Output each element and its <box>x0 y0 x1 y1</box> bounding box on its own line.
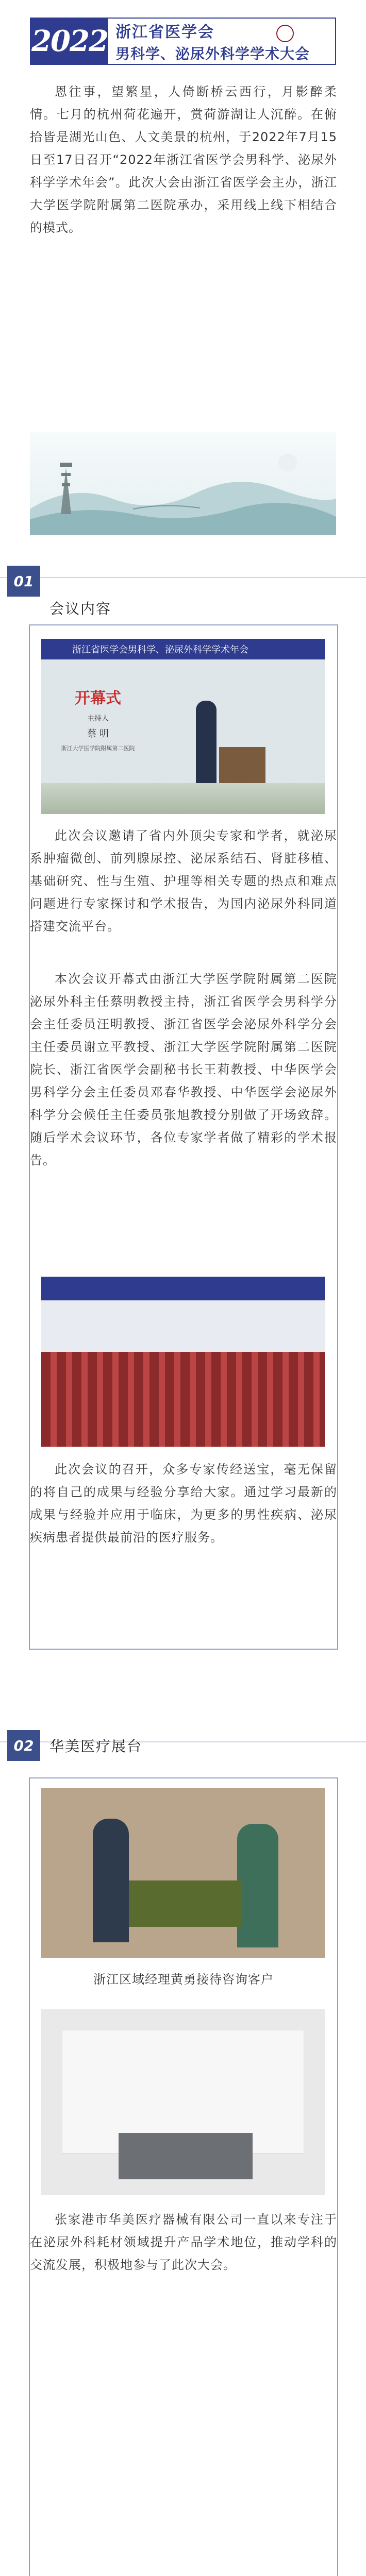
person-figure <box>93 1819 129 1942</box>
landscape-illustration <box>30 432 336 535</box>
banner-title-line1: 浙江省医学会 <box>115 23 214 41</box>
section-number-01: 01 <box>7 566 40 597</box>
banner-title <box>108 19 335 63</box>
booth-table <box>129 1880 242 1927</box>
banner-title-line2: 男科学、泌尿外科学学术大会 <box>115 45 310 62</box>
slide-host-name: 蔡 明 <box>87 728 109 739</box>
meeting-paragraph-3: 此次会议的召开，众多专家传经送宝，毫无保留的将自己的成果与经验分享给大家。通过学习最新的成果与经验并应用于临床，为更多的男性疾病、泌尿疾病患者提供最前沿的医疗服务。 <box>30 1462 337 1545</box>
slide-title: 开幕式 <box>75 689 121 707</box>
booth-counter <box>119 2133 253 2179</box>
conference-hall-photo <box>41 1277 325 1447</box>
booth-overview-photo <box>41 2009 325 2195</box>
banner-year: 2022 <box>31 19 108 64</box>
meeting-paragraph-1: 此次会议邀请了省内外顶尖专家和学者，就泌尿系肿瘤微创、前列腺尿控、泌尿系结石、肾脏移植、基础研究、性与生殖、护理等相关专题的热点和难点问题进行专家探讨和学术报告，为国内泌尿外科同道搭建交流平台。 <box>30 828 337 934</box>
association-logo-icon <box>276 25 294 42</box>
slide-host-org: 浙江大学医学院附属第二医院 <box>61 745 135 752</box>
header-banner <box>30 18 336 65</box>
section-title-meeting: 会议内容 <box>49 600 112 617</box>
audience-seats <box>41 1352 325 1447</box>
slide-banner: 浙江省医学会男科学、泌尿外科学学术年会 <box>41 639 325 659</box>
stage-screen <box>41 1300 325 1352</box>
slide-footer-landscape <box>41 783 325 814</box>
meeting-paragraph-2: 本次会议开幕式由浙江大学医学院附属第二医院泌尿外科主任蔡明教授主持，浙江省医学会男科学分会主任委员汪明教授、浙江省医学会泌尿外科学分会主任委员谢立平教授、浙江大学医学院附属第二医院院长、浙江省医学会副秘书长王莉教授、中华医学会男科学分会主任委员邓春华教授、中华医学会泌尿外科学分会候任主任委员张旭教授分别做了开场致辞。随后学术会议环节，各位专家学者做了精彩的学术报告。 <box>30 972 337 1167</box>
stage-banner <box>41 1277 325 1300</box>
booth-consultation-photo <box>41 1788 325 1958</box>
section-divider <box>0 577 366 578</box>
person-figure-2 <box>237 1824 278 1947</box>
ink-landscape-icon <box>30 432 336 535</box>
slide-host-label: 主持人 <box>87 715 109 723</box>
slide-host-block <box>57 685 139 752</box>
booth-paragraph: 张家港市华美医疗器械有限公司一直以来专注于在泌尿外科耗材领域提升产品学术地位，推动学科的交流发展，积极地参与了此次大会。 <box>30 2212 337 2272</box>
section-title-booth: 华美医疗展台 <box>49 1738 143 1755</box>
section-number-02: 02 <box>7 1730 40 1761</box>
booth-photo-caption: 浙江区域经理黄勇接待咨询客户 <box>93 1972 274 1987</box>
opening-ceremony-photo <box>41 639 325 814</box>
intro-paragraph: 恩往事，望繁星，人倚断桥云西行，月影醉柔情。七月的杭州荷花遍开，赏荷游湖让人沉醉。在俯拾皆是湖光山色、人文美景的杭州，于2022年7月15日至17日召开“2022年浙江省医学会男科学、泌尿外科学学术年会”。此次大会由浙江省医学会主办，浙江大学医学院附属第二医院承办，采用线上线下相结合的模式。 <box>30 84 337 235</box>
